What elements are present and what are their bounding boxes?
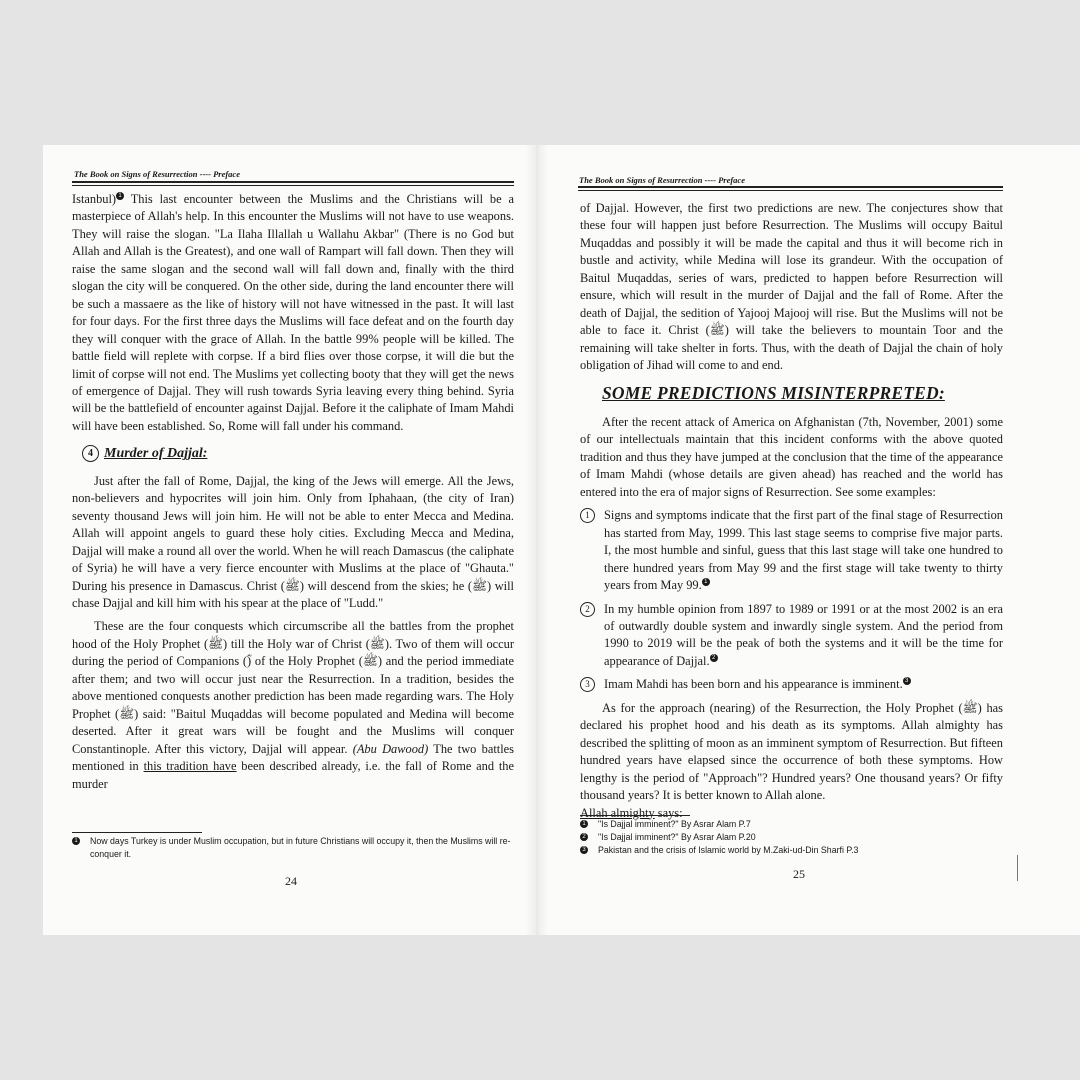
right-paragraph-3: As for the approach (nearing) of the Resurrection, the Holy Prophet (ﷺ) has declared his prophet hood and his death as its symptoms. Allah almighty has described the splitting of moon as an imminent symptom of Resurrection. But fifteen hundred years have elapsed since the occurrence of both these symptoms. How lengthy is the period of "Approach"? Hundred years? One thousand years? Or fifty thousand years? It is better known to Allah alone. Allah almighty says: [580, 700, 1003, 820]
header-rule [578, 186, 1003, 188]
pen-mark [1017, 855, 1018, 881]
right-paragraph-1: of Dajjal. However, the first two predictions are new. The conjectures show that these four will happen just before Resurrection. The Muslims will occupy Baitul Muqaddas and possibly it will be made the capital and thus it will become rich in bustle and activity, while Medina will lose its grandeur. With the occupation of Baitul Muqaddas, series of wars, predicted to happen before Resurrection will ensure, which will result in the murder of Dajjal and the fall of Rome. After the death of Dajjal, the sedition of Yajooj Majooj will rise. But the Muslims will not be able to face it. Christ (ﷺ) will take the believers to mountain Toor and the remaining will take shelter in forts. Thus, with the death of Dajjal the chain of holy obligation of Jihad will come to and end. [580, 201, 1003, 373]
right-footnotes [580, 818, 1003, 857]
left-body [72, 191, 514, 793]
section-heading-predictions: SOME PREDICTIONS MISINTERPRETED: [602, 382, 945, 403]
running-head-right: The Book on Signs of Resurrection ---- Preface [579, 175, 745, 185]
footnote-rule [580, 815, 690, 816]
right-body [580, 200, 1003, 822]
header-rule-thin [72, 185, 514, 186]
footnote-marker: 1 [116, 192, 124, 200]
book-spread [43, 145, 1080, 935]
header-rule [72, 181, 514, 183]
footnote: 2 "Is Dajjal imminent?" By Asrar Alam P.20 [580, 831, 1003, 844]
header-rule-thin [578, 190, 1003, 191]
footnote-rule [72, 832, 202, 833]
left-paragraph-3: These are the four conquests which circumscribe all the battles from the prophet hood of the Holy Prophet (ﷺ) till the Holy war of Christ (ﷺ). Two of them will occur during the period of Companions (ؓ) of the Holy Prophet (ﷺ) and the period immediate after them; and two will occur just near the Resurrection. In a tradition, besides the above mentioned conquests another prediction has been made regarding wars. The Holy Prophet (ﷺ) said: "Baitul Muqaddas will become populated and Medina will become deserted. After it great wars will be fought and the Muslims will conquer Constantinople. After this victory, Dajjal will appear. (Abu Dawood) The two battles mentioned in this tradition have been described already, i.e. the fall of Rome and the murder [72, 619, 515, 791]
left-paragraph-1: Istanbul) 1 This last encounter between the Muslims and the Christians will be a masterpiece of Allah's help. In this encounter the Muslims will not have to use weapons. They will raise the slogan. "La Ilaha Illallah u Wallahu Akbar" (There is no God but Allah and Allah is the Greatest), and one wall of Rampart will fall down. Then they will raise the same slogan and the second wall will fall down and, finally with the third slogan the city will be conquered. On the other side, during the land encounter there will be such a massaere as the like of history will not have witnessed in the past. It will last for four days. For the first three days the Muslims will face defeat and on the fourth day they will conquer with the grace of Allah. In the battle 99% people will be killed. The battle field will replete with corpse. If a bird flies over those corpse, it will die but the limit of corpse will not end. The Muslims yet collecting booty that they will get the news of emergence of Dajjal. They will rush towards Syria leaving every thing behind. Syria will be the battlefield of encounter against Dajjal. Before it the caliphate of Imam Mahdi will have been established. So, Rome will fall under his command. [72, 192, 514, 433]
page-number-right: 25 [793, 867, 805, 881]
page-number-left: 24 [285, 874, 297, 888]
citation: (Abu Dawood) [352, 741, 429, 756]
section-heading-murder-of-dajjal: 4 Murder of Dajjal: [82, 445, 514, 462]
list-item: 3 Imam Mahdi has been born and his appearance is imminent. 3 [580, 676, 1003, 693]
section-number-badge: 4 [82, 445, 99, 462]
left-footnotes [72, 835, 514, 861]
footnote: 3 Pakistan and the crisis of Islamic world by M.Zaki-ud-Din Sharfi P.3 [580, 844, 1003, 857]
footnote: 1 "Is Dajjal imminent?" By Asrar Alam P.7 [580, 818, 1003, 831]
list-item: 2 In my humble opinion from 1897 to 1989 or 1991 or at the most 2002 is an era of outwardly double system and inwardly single system. And the period from 1990 to 2019 will be the peak of both the systems and it will be the time for appearance of Dajjal. 2 [580, 601, 1003, 671]
footnote: 1 Now days Turkey is under Muslim occupation, but in future Christians will occupy it, then the Muslims will re-conquer it. [72, 835, 514, 861]
running-head-left: The Book on Signs of Resurrection ---- Preface [74, 169, 240, 179]
list-item: 1 Signs and symptoms indicate that the first part of the final stage of Resurrection has started from May, 1999. This last stage seems to comprise five major parts. I, the most humble and sinful, guess that this last stage will take one hundred to there hundred years from May 99 and the first stage will take twenty to thirty years from May 99. 1 [580, 507, 1003, 594]
left-page [43, 145, 537, 935]
right-page [537, 145, 1080, 935]
left-paragraph-2: Just after the fall of Rome, Dajjal, the king of the Jews will emerge. All the Jews, non-believers and hypocrites will join him. Only from Iphahaan, (the city of Iran) seventy thousand Jews will join him. He will not be able to enter Mecca and Medina. Allah will appoint angels to guard these holy cities. Excluding Mecca and Medina, Dajjal will make a round all over the world. When he will reach Damascus (the caliphate of Syria) he will have a very fierce encounter with Muslims at the place of "Ghauta." During his presence in Damascus. Christ (ﷺ) will descend from the skies; he (ﷺ) will chase Dajjal and kill him with his spear at the place of "Ludd." [72, 473, 514, 610]
right-paragraph-2: After the recent attack of America on Afghanistan (7th, November, 2001) some of our intellectuals maintain that this incident conforms with the above quoted tradition and thus they have jumped at the conclusion that the time of the appearance of Imam Mahdi (whose details are given ahead) has reached and the world has entered into the era of major signs of Resurrection. See some examples: [580, 414, 1003, 499]
